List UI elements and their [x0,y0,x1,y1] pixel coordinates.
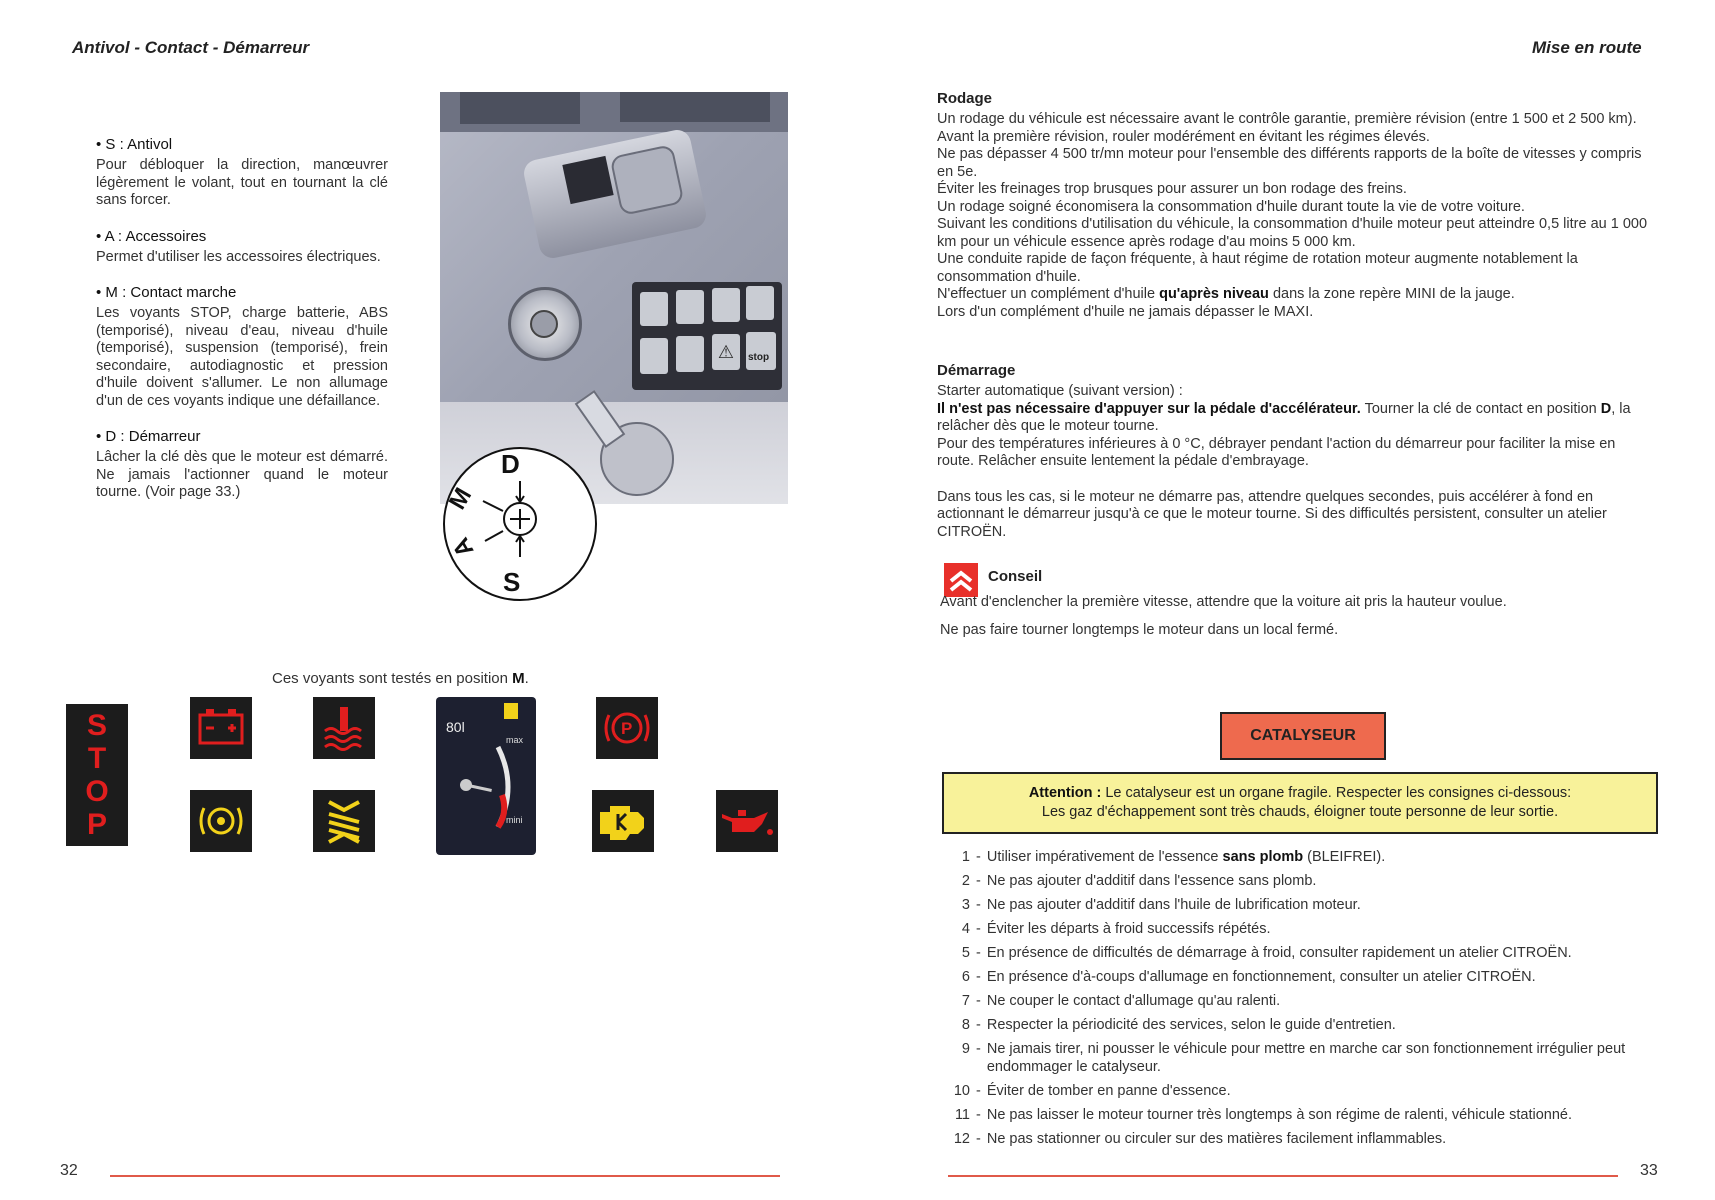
list-item-text: Ne pas ajouter d'additif dans l'essence sans plomb. [986,873,1317,889]
list-item-dash: - [976,897,981,913]
list-item-text: En présence d'à-coups d'allumage en fonctionnement, consulter un atelier CITROËN. [986,969,1536,985]
list-item-dash: - [976,873,981,889]
list-item-number: 11 [954,1107,970,1123]
citroen-logo-icon [944,563,978,597]
rodage-p8: N'effectuer un complément d'huile qu'après niveau dans la zone repère MINI de la jauge. [937,286,1515,302]
oil-pressure-icon [716,790,778,852]
list-item-number: 1 [961,849,970,865]
demarrage-l3: Pour des températures inférieures à 0 °C, débrayer pendant l'action du démarreur pour faciliter la mise en route. Relâcher ensuite lentement la pédale d'embrayage. [937,435,1616,469]
list-item-number: 8 [961,1017,970,1033]
position-title: • M : Contact marche [96,284,237,301]
list-item-dash: - [976,921,981,937]
list-item-dash: - [976,1017,981,1033]
conseil-l1: Avant d'enclencher la première vitesse, attendre que la voiture ait pris la hauteur voulue. [940,594,1507,610]
list-item [938,1016,1658,1034]
conseil-l2: Ne pas faire tourner longtemps le moteur dans un local fermé. [940,622,1339,638]
list-item-text: Ne jamais tirer, ni pousser le véhicule pour mettre en marche car son fonctionnement irrégulier peut endommager le catalyseur. [986,1041,1626,1075]
left-footer-rule [110,1175,780,1177]
catalyseur-list [938,848,1658,1154]
ignition-positions [96,136,388,502]
panel-switch [746,286,774,320]
rodage-section [937,90,1654,321]
rodage-title: Rodage [937,90,993,107]
list-item-number: 7 [961,993,970,1009]
list-item [938,1082,1658,1100]
list-item-number: 5 [961,945,970,961]
suspension-icon [313,790,375,852]
list-item-dash: - [976,1131,981,1147]
attention-line-1: Attention : Le catalyseur est un organe fragile. Respecter les consignes ci-dessous: [1028,785,1572,801]
gauge-80l: 80l [446,719,465,735]
rodage-p5: Un rodage soigné économisera la consommation d'huile durant toute la vie de votre voiture. [937,198,1525,215]
list-item [938,968,1658,986]
left-page-number: 32 [60,1162,78,1179]
panel-switch [640,338,668,374]
rodage-p1: Un rodage du véhicule est nécessaire avant le contrôle garantie, première révision (entre 1 500 et 2 500 km). [937,111,1637,127]
list-item [938,848,1658,866]
panel-switch [640,292,668,326]
list-item-text: En présence de difficultés de démarrage à froid, consulter rapidement un atelier CITROËN. [986,945,1572,961]
rodage-p3: Ne pas dépasser 4 500 tr/mn moteur pour l'ensemble des différents rapports de la boîte de vitesses y compris en 5e. [937,146,1642,180]
list-item [938,1130,1658,1148]
position-title: • A : Accessoires [96,227,207,245]
list-item-text: Ne pas laisser le moteur tourner très longtemps à son régime de ralenti, véhicule stationné. [986,1107,1572,1123]
dial-letter-s: S [503,567,521,597]
position-m [96,284,388,410]
dial-letter-m: M [443,483,478,515]
list-item [938,896,1658,914]
position-text: Les voyants STOP, charge batterie, ABS (temporisé), niveau d'eau, niveau d'huile (temporisé), suspension (temporisé), frein secondaire, autodiagnostic et pression d'huile doivent s'allumer. Le non allumage d'un de ces voyants indique une défaillance. [96,305,388,409]
rodage-p6: Suivant les conditions d'utilisation du véhicule, la consommation d'huile moteur peut atteindre 0,5 litre au 1 000 km pour un véhicule essence après rodage d'au moins 5 000 km. [937,216,1648,250]
parking-brake-icon [596,697,658,759]
panel-switch [676,336,704,372]
list-item-number: 4 [961,921,970,937]
position-title: • D : Démarreur [96,428,201,445]
gauge-max: max [506,735,524,745]
position-title: • S : Antivol [96,136,173,153]
dial-letter-d: D [501,449,520,479]
warning-lights-caption: Ces voyants sont testés en position M. [272,670,529,687]
list-item-dash: - [976,969,981,985]
attention-box [942,772,1658,834]
list-item [938,1106,1658,1124]
dial-letter-a: A [447,532,480,562]
list-item [938,920,1658,938]
demarrage-section [937,362,1654,541]
list-item-dash: - [976,1083,981,1099]
stop-icon: S T O P [66,704,128,846]
ignition-dial [443,447,597,601]
panel-switch [676,290,704,324]
demarrage-title: Démarrage [937,362,1016,379]
list-item-number: 6 [961,969,970,985]
list-item-dash: - [976,849,981,865]
demarrage-l4: Dans tous les cas, si le moteur ne démarre pas, attendre quelques secondes, puis accélérer à fond en actionnant le démarreur jusqu'à ce que le moteur tourne. Si des difficultés persistent, consulter un atelier CITROËN. [937,488,1607,540]
right-page-header: Mise en route [1532,38,1642,57]
left-page-header: Antivol - Contact - Démarreur [72,38,310,57]
abs-icon [190,790,252,852]
stop-switch-label: stop [748,352,770,363]
list-item-number: 3 [961,897,970,913]
list-item-number: 10 [953,1083,970,1099]
catalyseur-badge: CATALYSEUR [1220,712,1386,760]
gauge-needle [436,697,536,855]
list-item-text: Ne pas stationner ou circuler sur des matières facilement inflammables. [986,1131,1447,1147]
conseil-title: Conseil [988,568,1043,585]
right-footer-rule [948,1175,1618,1177]
water-level-icon [313,697,375,759]
demarrage-l2: Il n'est pas nécessaire d'appuyer sur la pédale d'accélérateur. Tourner la clé de contact en position D, la relâcher dès que le moteur tourne. [937,400,1631,434]
rodage-p9: Lors d'un complément d'huile ne jamais dépasser le MAXI. [937,303,1314,320]
svg-text:P: P [621,719,633,738]
position-d [96,428,388,502]
list-item-dash: - [976,1107,981,1123]
list-item-number: 12 [953,1131,970,1147]
engine-diagnostic-icon [592,790,654,852]
position-text: Permet d'utiliser les accessoires électriques. [96,248,381,265]
rodage-p7: Une conduite rapide de façon fréquente, à haut régime de rotation moteur augmente notablement la consommation d'huile. [937,251,1578,285]
attention-line-2: Les gaz d'échappement sont très chauds, éloigner toute personne de leur sortie. [1041,804,1559,820]
list-item-text: Utiliser impérativement de l'essence sans plomb (BLEIFREI). [986,849,1386,865]
position-s [96,136,388,210]
dashboard-illustration [440,92,788,504]
list-item-dash: - [976,993,981,1009]
list-item-number: 2 [961,873,970,889]
list-item-text: Ne pas ajouter d'additif dans l'huile de lubrification moteur. [986,897,1361,913]
demarrage-l1: Starter automatique (suivant version) : [937,383,1183,399]
list-item [938,944,1658,962]
list-item-dash: - [976,1041,981,1057]
stop-switch [746,332,776,370]
list-item [938,872,1658,890]
list-item-number: 9 [961,1041,970,1057]
switch-panel [632,282,782,390]
list-item [938,992,1658,1010]
fuel-gauge-icon [436,697,536,855]
list-item-dash: - [976,945,981,961]
hazard-switch-icon: ⚠ [712,334,740,370]
position-text: Lâcher la clé dès que le moteur est démarré. Ne jamais l'actionner quand le moteur tourne. (Voir page 33.) [96,449,388,500]
list-item-text: Éviter les départs à froid successifs répétés. [986,921,1271,937]
rodage-p2: Avant la première révision, rouler modérément en évitant les régimes élevés. [937,128,1430,145]
list-item [938,1040,1658,1076]
panel-switch [712,288,740,322]
position-a [96,228,388,267]
list-item-text: Respecter la périodicité des services, selon le guide d'entretien. [986,1017,1396,1033]
right-page-number: 33 [1640,1162,1658,1179]
battery-icon [190,697,252,759]
position-text: Pour débloquer la direction, manœuvrer légèrement le volant, tout en tournant la clé sans forcer. [96,157,388,208]
gauge-mini: mini [506,815,523,825]
dial-arrows-icon [445,449,595,599]
rodage-p4: Éviter les freinages trop brusques pour assurer un bon rodage des freins. [937,181,1407,197]
list-item-text: Éviter de tomber en panne d'essence. [986,1083,1231,1099]
list-item-text: Ne couper le contact d'allumage qu'au ralenti. [986,993,1281,1009]
